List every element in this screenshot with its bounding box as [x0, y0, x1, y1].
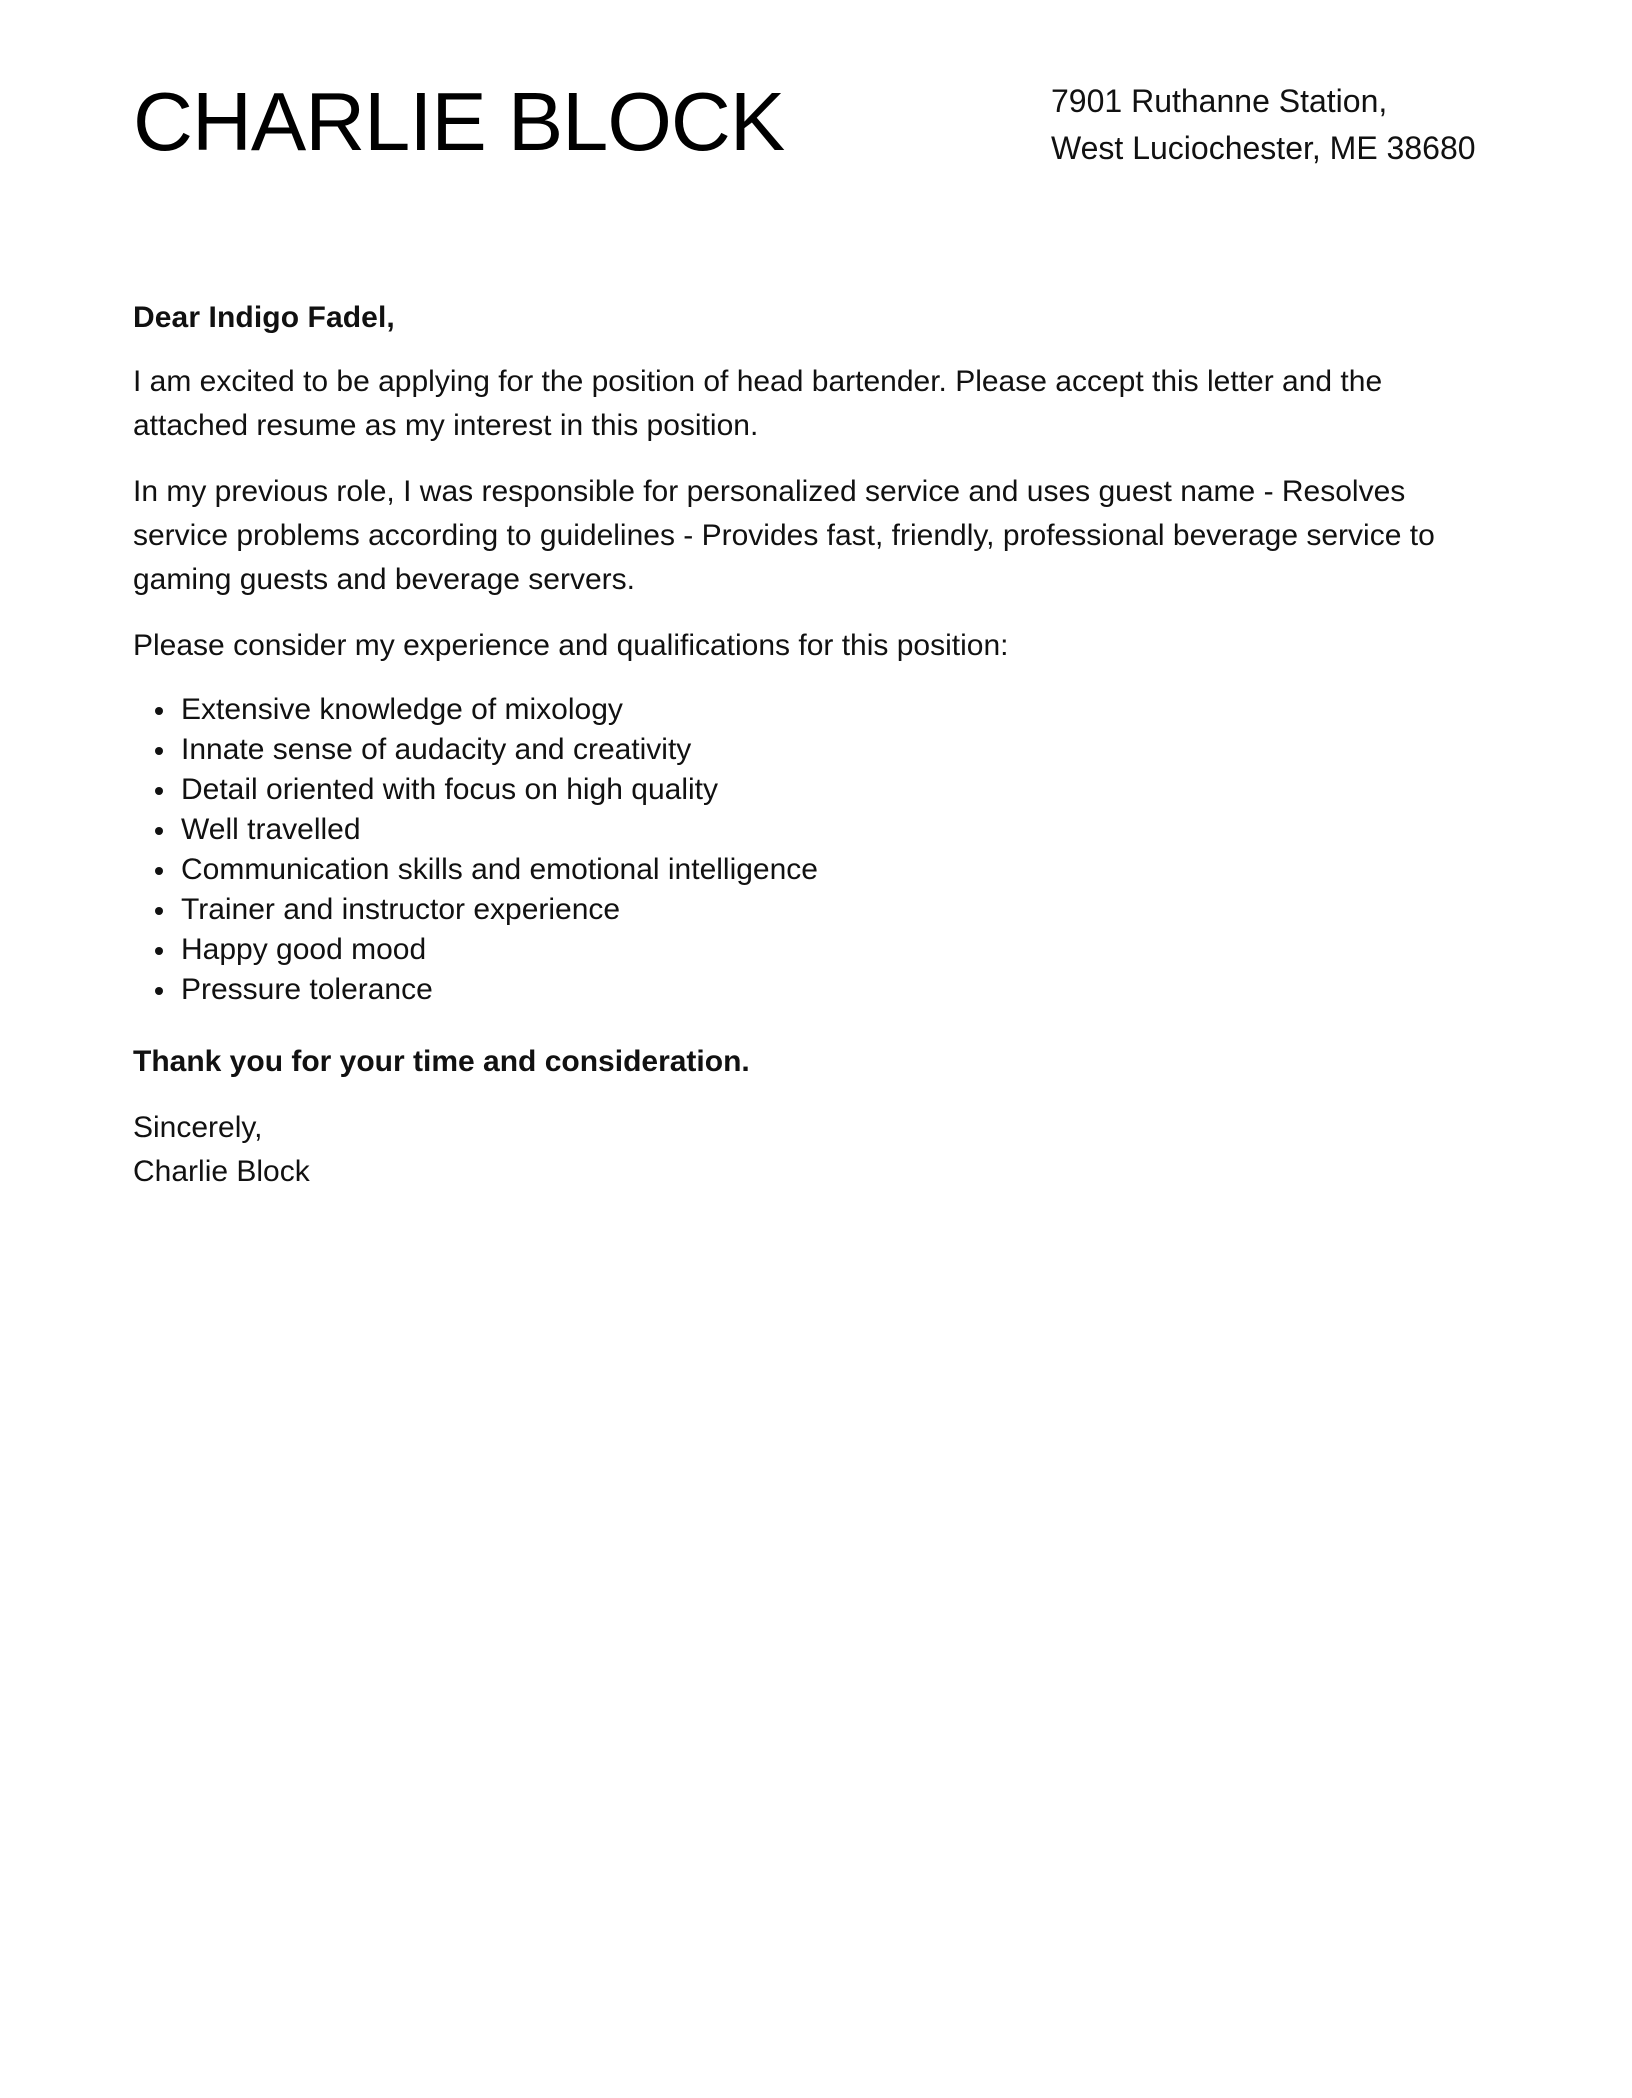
list-item: [133, 890, 1503, 930]
qualifications-list: [133, 690, 1503, 1010]
address-line-1: 7901 Ruthanne Station,: [1051, 83, 1388, 119]
closing-block: [133, 1106, 1503, 1194]
applicant-address: [1051, 78, 1476, 172]
letter-header: [133, 72, 1503, 202]
list-item: [133, 730, 1503, 770]
address-line-2: West Luciochester, ME 38680: [1051, 130, 1476, 166]
letter-body: [133, 296, 1503, 1194]
bullet-icon: [155, 987, 163, 995]
list-item-text: Well travelled: [181, 813, 361, 846]
list-item: [133, 850, 1503, 890]
bullet-icon: [155, 947, 163, 955]
bullet-icon: [155, 867, 163, 875]
bullet-icon: [155, 787, 163, 795]
intro-paragraph: I am excited to be applying for the position of head bartender. Please accept this letter and the attached resume as my interest in this position.: [133, 365, 1383, 442]
list-item-text: Extensive knowledge of mixology: [181, 693, 623, 726]
salutation: Dear Indigo Fadel,: [133, 301, 395, 334]
qualifications-intro: Please consider my experience and qualifications for this position:: [133, 629, 1009, 662]
bullet-icon: [155, 707, 163, 715]
list-item-text: Detail oriented with focus on high quality: [181, 773, 718, 806]
signature-name: Charlie Block: [133, 1155, 310, 1188]
list-item: [133, 810, 1503, 850]
experience-paragraph: In my previous role, I was responsible for personalized service and uses guest name - Resolves service problems according to guidelines - Provides fast, friendly, professional beverage service to gaming guests and beverage servers.: [133, 475, 1435, 596]
list-item-text: Trainer and instructor experience: [181, 893, 621, 926]
thanks-line: Thank you for your time and consideration.: [133, 1045, 750, 1078]
bullet-icon: [155, 907, 163, 915]
list-item: [133, 770, 1503, 810]
list-item: [133, 690, 1503, 730]
list-item: [133, 970, 1503, 1010]
closing-phrase: Sincerely,: [133, 1111, 263, 1144]
bullet-icon: [155, 827, 163, 835]
bullet-icon: [155, 747, 163, 755]
list-item-text: Happy good mood: [181, 933, 427, 966]
list-item-text: Communication skills and emotional intelligence: [181, 853, 818, 886]
applicant-name: CHARLIE BLOCK: [133, 75, 785, 168]
list-item-text: Pressure tolerance: [181, 973, 433, 1006]
list-item: [133, 930, 1503, 970]
list-item-text: Innate sense of audacity and creativity: [181, 733, 692, 766]
